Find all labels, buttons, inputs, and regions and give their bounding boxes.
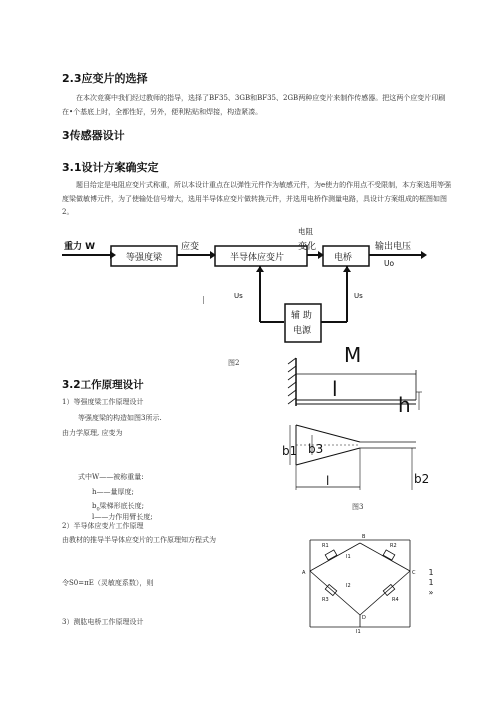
aux-bottom-label: 电源 <box>293 326 312 336</box>
bridge-side-marks <box>426 568 436 598</box>
output-label: 输出电压 <box>375 242 412 252</box>
block-diagram <box>60 222 450 354</box>
figure-3-beam <box>282 340 432 500</box>
input-label: 重力 W <box>64 242 96 252</box>
b-symbol: b <box>92 502 97 510</box>
bridge-diagram <box>300 525 420 635</box>
b-subscript: 0 <box>96 506 100 513</box>
item-1-sub: 等强度梁的构造如图3所示. <box>78 414 162 422</box>
bridge-r3: R3 <box>322 597 329 603</box>
aux-top-label: 辅 助 <box>291 311 312 321</box>
bridge-node-a: A <box>302 570 306 576</box>
item-3: 3）测肱电桥工作原理设计 <box>62 618 144 626</box>
label-l-bottom: l <box>326 474 330 488</box>
item-2-desc: 由教材的推导半导体应变片的工作原理知方程式为 <box>62 536 216 544</box>
stray-mark: | <box>202 295 205 304</box>
strain-label: 应变 <box>181 242 200 252</box>
label-b3: b3 <box>308 442 324 456</box>
box3-label: 电桥 <box>334 253 353 263</box>
side-mark: 1 <box>428 578 434 587</box>
formula-text: 令S0=πE（灵敏度系数），则 <box>62 579 154 587</box>
bridge-node-d: D <box>362 615 366 621</box>
side-mark: 1 <box>428 568 434 577</box>
bridge-r4: R4 <box>392 597 399 603</box>
output-symbol: Uo <box>384 259 395 268</box>
arrow-head <box>421 251 427 259</box>
resistance-bottom-label: 变化 <box>298 242 317 252</box>
bridge-node-b: B <box>362 534 366 540</box>
us-right-label: Us <box>354 292 363 300</box>
arrow-head <box>256 266 264 272</box>
us-left-label: Us <box>234 292 243 300</box>
resistance-top-label: 电阻 <box>298 227 313 236</box>
figure-3-caption: 图3 <box>352 503 364 511</box>
heading-3: 3传感器设计 <box>62 129 125 142</box>
h-line: h——量厚度; <box>92 488 134 496</box>
arrow-head <box>110 251 116 259</box>
label-b2: b2 <box>414 472 430 486</box>
box2-label: 半导体应变片 <box>230 253 285 263</box>
box1-label: 等强度梁 <box>126 253 163 263</box>
bridge-i1: I1 <box>346 554 351 560</box>
mechanics-text: 由力学原理, 应变为 <box>62 429 123 437</box>
bridge-i2: I2 <box>346 583 351 589</box>
item-1: 1）等强度梁工作原理设计 <box>62 398 144 406</box>
label-m: M <box>344 343 362 367</box>
b-text: 梁梯形底长度; <box>99 502 145 510</box>
wall-hatching <box>288 358 296 404</box>
figure-2-caption: 图2 <box>228 359 240 367</box>
bridge-node-c: C <box>412 570 416 576</box>
label-b1: b1 <box>282 444 298 458</box>
heading-3-1: 3.1设计方案确实定 <box>62 161 159 174</box>
l-line: l——力作用臂长度; <box>92 513 153 521</box>
paragraph-2-3: 在本次竞赛中我们经过教师的指导，选择了BF35、3GB和BF35、2GB两种应变片来制作传感器。把这两个应变片印刷在•个基底上时，全都性好，另外，便利粘贴和焊接，构造紧凑。 <box>62 94 446 116</box>
bridge-r1: R1 <box>322 543 329 549</box>
b-line <box>92 501 144 512</box>
bridge-node-d-extra: I1 <box>356 629 361 635</box>
label-h: h <box>398 393 411 417</box>
heading-2-3: 2.3应变片的选择 <box>62 72 148 85</box>
side-mark: » <box>428 588 434 597</box>
paragraph-3-1: 题目给定是电阻应变片式称重，所以本设计重点在以弹性元件作为敏感元件，为е使力的作用点不受限制，本方案选用等强度梁做敏博元件，为了使输处信号增大，选用半导体应变片做转换元件，并选用电桥作测量电路，具设计方案组成的框图如图2。 <box>62 181 452 216</box>
arrow-head <box>343 266 351 272</box>
item-2: 2）半导体应变片工作原理 <box>62 522 144 530</box>
where-line: 式中W——被称重量: <box>78 473 144 481</box>
label-l: l <box>332 377 338 401</box>
heading-3-2: 3.2工作原理设计 <box>62 379 144 391</box>
bridge-r2: R2 <box>390 543 397 549</box>
